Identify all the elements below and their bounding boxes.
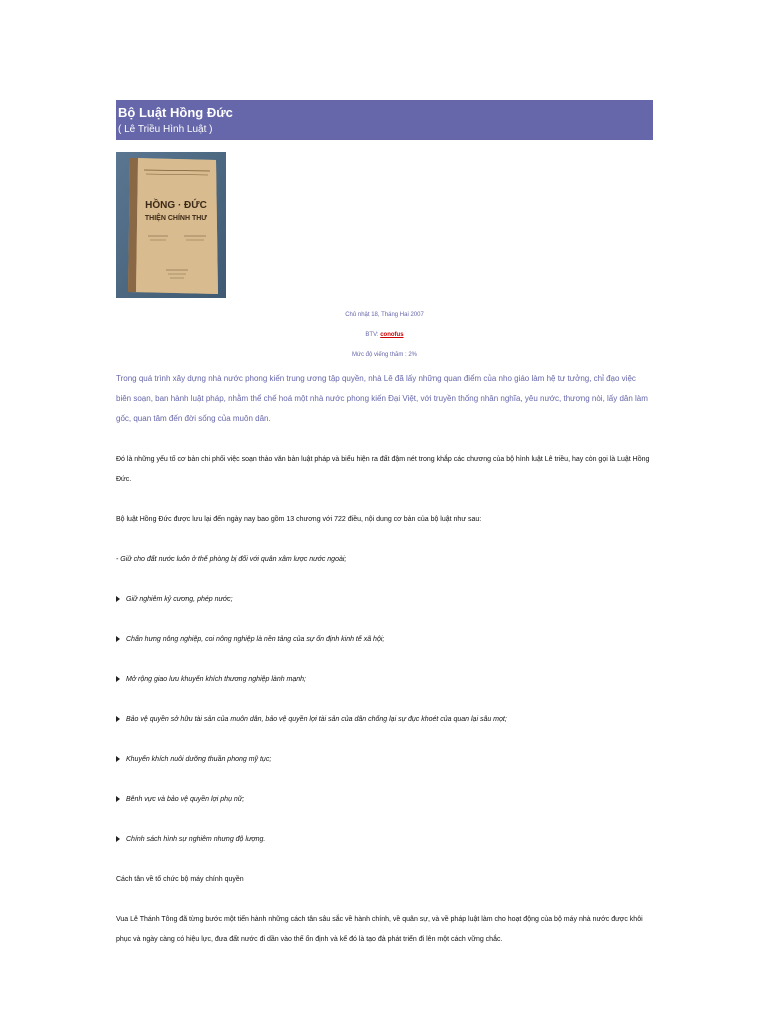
book-cover-image	[116, 152, 226, 298]
publish-date: Chủ nhật 18, Tháng Hai 2007	[345, 312, 424, 318]
article-subtitle: ( Lê Triều Hình Luật )	[118, 124, 213, 135]
bullet-arrow-icon	[116, 716, 120, 722]
bullet-arrow-icon	[116, 636, 120, 642]
article	[116, 100, 653, 950]
bullet-arrow-icon	[116, 796, 120, 802]
list-item: Chính sách hình sự nghiêm nhưng độ lượng.	[116, 830, 653, 850]
list-item: Bênh vực và bảo vệ quyền lợi phụ nữ;	[116, 790, 653, 810]
paragraph-4: Vua Lê Thánh Tông đã từng bước một tiến hành những cách tân sâu sắc về hành chính, về quân sự, và về pháp luật làm cho hoạt động của bộ máy nhà nước được khôi phục và ngày càng có hiệu lực, đưa đất nước đi dần vào thế ổn định và kể đó là tạo đà phát triển đi lên một cách vững chắc.	[116, 916, 643, 943]
editor-label: BTV:	[365, 332, 379, 338]
bullet-arrow-icon	[116, 676, 120, 682]
cover-title-line1: HỒNG · ĐỨC	[145, 200, 207, 211]
editor-link[interactable]: conofus	[380, 332, 404, 338]
visit-level: Mức độ viếng thăm : 2%	[351, 352, 418, 358]
list-item: Mở rộng giao lưu khuyến khích thương nghiệp lành mạnh;	[116, 670, 653, 690]
list-item: Bảo vệ quyền sở hữu tài sản của muôn dân, bảo vệ quyền lợi tài sản của dân chống lại sự đục khoét của quan lại sâu mọt;	[116, 710, 653, 730]
list-item: Chấn hưng nông nghiệp, coi nông nghiệp là nền tảng của sự ổn định kinh tế xã hội;	[116, 630, 653, 650]
article-title: Bộ Luật Hồng Đức	[118, 105, 233, 120]
cover-title-line2: THIỆN CHÍNH THƯ	[144, 215, 208, 222]
bullet-arrow-icon	[116, 756, 120, 762]
section-heading: Cách tân về tổ chức bộ máy chính quyền	[116, 876, 244, 883]
bullet-arrow-icon	[116, 596, 120, 602]
list-item: Khuyến khích nuôi dưỡng thuần phong mỹ tục;	[116, 750, 653, 770]
paragraph-1: Đó là những yếu tố cơ bản chi phối việc soạn thảo văn bản luật pháp và biểu hiện ra đất đậm nét trong khắp các chương của bộ hình luật Lê triều, hay còn gọi là Luật Hồng Đức.	[116, 456, 650, 483]
bullet-arrow-icon	[116, 836, 120, 842]
editor-line	[116, 331, 653, 339]
list-item-first: - Giữ cho đất nước luôn ở thế phòng bị đối với quân xâm lược nước ngoài;	[116, 556, 347, 563]
paragraph-2: Bộ luật Hồng Đức được lưu lại đến ngày nay bao gồm 13 chương với 722 điều, nội dung cơ bản của bộ luật như sau:	[116, 516, 482, 523]
article-header	[116, 100, 653, 140]
list-item: Giữ nghiêm kỷ cương, phép nước;	[116, 590, 653, 610]
intro-paragraph: Trong quá trình xây dựng nhà nước phong kiến trung ương tập quyền, nhà Lê đã lấy những quan điểm của nho giáo làm hệ tư tưởng, chỉ đạo việc biên soạn, ban hành luật pháp, nhằm thể chế hoá một nhà nước phong kiến Đại Việt, với truyền thống nhân nghĩa, yêu nước, thương nòi, lấy dân làm gốc, quan tâm đến đời sống của muôn dân.	[116, 374, 648, 423]
